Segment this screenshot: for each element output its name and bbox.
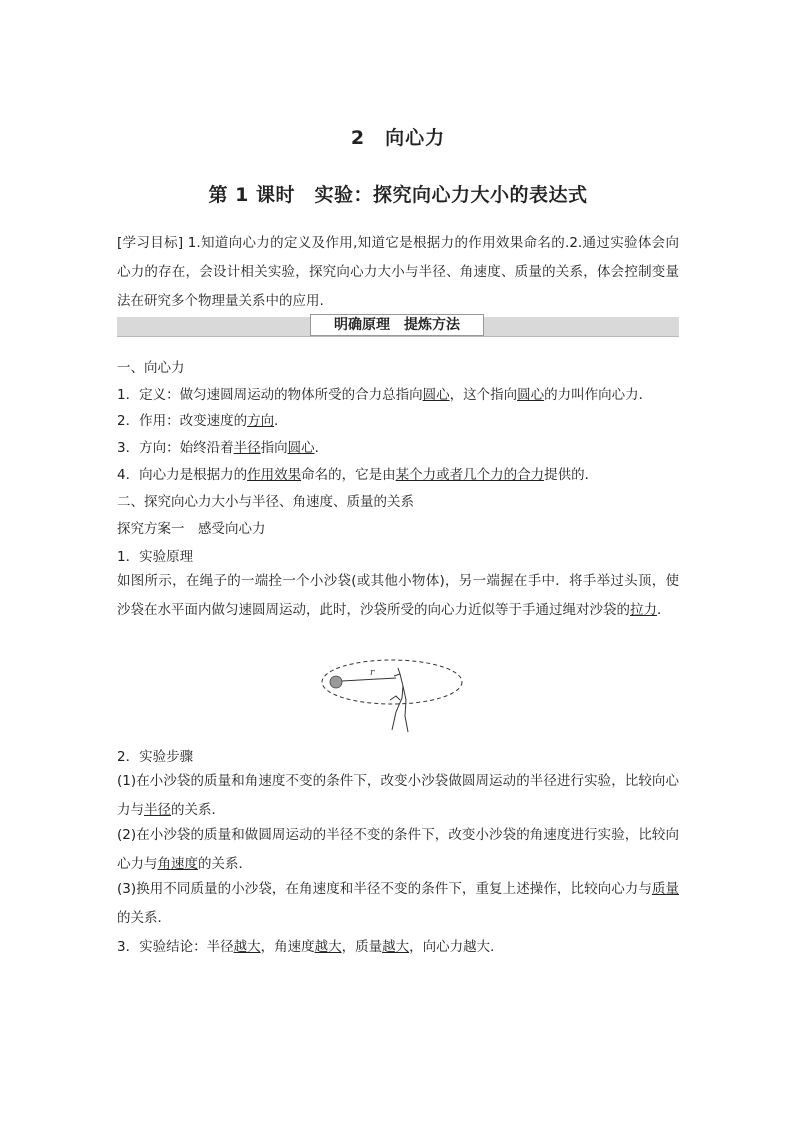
sandbag-rotation-figure — [320, 656, 465, 736]
text: 3．实验结论：半径 — [117, 939, 234, 955]
text: 2．作用：改变速度的 — [117, 413, 248, 429]
text: 命名的，它是由 — [301, 467, 396, 483]
answer-underlined: 拉力 — [630, 602, 657, 618]
answer-underlined: 越大 — [382, 939, 410, 955]
principle-heading: 1．实验原理 — [117, 549, 194, 565]
answer-underlined: 方向 — [247, 413, 275, 429]
page-title: 2 向心力 — [350, 127, 446, 149]
text: 4．向心力是根据力的 — [117, 467, 248, 483]
principle-paragraph — [117, 567, 679, 625]
answer-underlined: 圆心 — [517, 387, 545, 403]
direction-line — [117, 436, 679, 456]
text: 的关系． — [171, 802, 225, 818]
radius-label: r — [370, 668, 375, 678]
text: 3．方向：始终沿着 — [117, 440, 234, 456]
step-1 — [117, 767, 679, 825]
text: ． — [657, 602, 671, 618]
goals-label: [学习目标] — [117, 235, 184, 251]
answer-underlined: 越大 — [314, 939, 342, 955]
section-heading-1: 一、向心力 — [117, 360, 185, 376]
steps-heading: 2．实验步骤 — [117, 749, 194, 765]
text: 的关系． — [117, 910, 171, 926]
answer-underlined: 圆心 — [287, 440, 315, 456]
text: 1．定义：做匀速圆周运动的物体所受的合力总指向 — [117, 387, 423, 403]
circular-path — [322, 660, 462, 704]
step-2 — [117, 821, 679, 879]
answer-underlined: 某个力或者几个力的合力 — [395, 467, 545, 483]
answer-underlined: 作用效果 — [247, 467, 302, 483]
sandbag — [330, 676, 342, 688]
text: (2)在小沙袋的质量和做圆周运动的半径不变的条件下，改变小沙袋的角速度进行实验，比较向心力与 — [117, 827, 679, 872]
text: 如图所示，在绳子的一端拴一个小沙袋(或其他小物体)，另一端握在手中．将手举过头顶，使沙袋在水平面内做匀速圆周运动，此时，沙袋所受的向心力近似等于手通过绳对沙袋的 — [117, 573, 679, 618]
answer-underlined: 质量 — [651, 881, 680, 897]
naming-line — [117, 463, 679, 483]
rope — [342, 678, 396, 681]
learning-goals — [117, 229, 679, 316]
text: 提供的． — [544, 467, 599, 483]
answer-underlined: 半径 — [233, 440, 261, 456]
text: ． — [274, 413, 288, 429]
answer-underlined: 角速度 — [157, 856, 198, 872]
definition-line — [117, 383, 679, 403]
text: ． — [314, 440, 329, 456]
goals-text: 1.知道向心力的定义及作用,知道它是根据力的作用效果命名的.2.通过实验体会向心力的存在，会设计相关实验，探究向心力大小与半径、角速度、质量的关系，体会控制变量法在研究多个物理量关系中的应用. — [117, 235, 679, 309]
section-banner-label: 明确原理 提炼方法 — [310, 314, 484, 336]
section-heading-2: 二、探究向心力大小与半径、角速度、质量的关系 — [117, 494, 414, 510]
text: 的关系． — [198, 856, 252, 872]
answer-underlined: 越大 — [233, 939, 261, 955]
text: 的力叫作向心力． — [544, 387, 653, 403]
hand — [390, 668, 408, 732]
lesson-subtitle: 第 1 课时 实验：探究向心力大小的表达式 — [208, 184, 588, 206]
answer-underlined: 圆心 — [422, 387, 450, 403]
function-line — [117, 409, 679, 429]
text: (3)换用不同质量的小沙袋，在角速度和半径不变的条件下，重复上述操作，比较向心力与 — [117, 881, 652, 897]
step-3 — [117, 875, 679, 933]
text: ，角速度 — [260, 939, 315, 955]
text: ，向心力越大． — [409, 939, 504, 955]
plan-heading: 探究方案一 感受向心力 — [117, 521, 266, 537]
answer-underlined: 半径 — [144, 802, 171, 818]
text: (1)在小沙袋的质量和角速度不变的条件下，改变小沙袋做圆周运动的半径进行实验，比较向心力与 — [117, 773, 679, 818]
text: ，这个指向 — [449, 387, 518, 403]
text: ，质量 — [341, 939, 383, 955]
text: 指向 — [260, 440, 288, 456]
conclusion-line — [117, 935, 679, 955]
